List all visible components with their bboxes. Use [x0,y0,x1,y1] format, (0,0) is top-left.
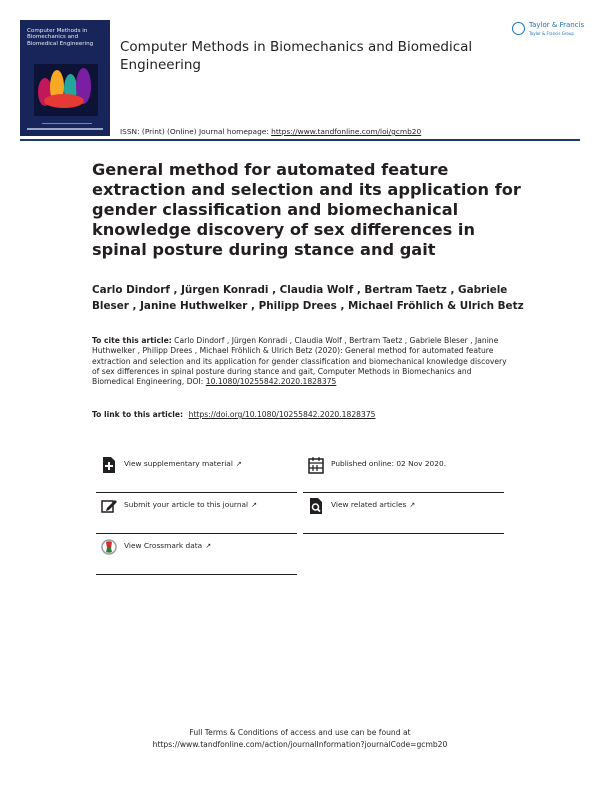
article-doi-url[interactable]: https://doi.org/10.1080/10255842.2020.1828375 [188,410,376,419]
document-plus-icon [101,456,117,474]
crossmark-icon [101,538,117,556]
submit-article-link[interactable] [96,493,297,534]
citation-label: To cite this article: [92,336,172,345]
submit-label: Submit your article to this journal [124,500,249,509]
pencil-edit-icon [101,497,117,515]
publisher-subname: Taylor & Francis Group [529,31,574,36]
header-divider [20,139,580,141]
published-online-label: Published online: 02 Nov 2020. [331,459,446,468]
issn-text: ISSN: (Print) (Online) Journal homepage: [120,127,272,136]
taylor-francis-logo[interactable] [512,20,587,42]
journal-homepage-link[interactable]: https://www.tandfonline.com/loi/gcmb20 [271,127,422,136]
citation-doi-link[interactable]: 10.1080/10255842.2020.1828375 [205,377,337,387]
footer [0,727,600,751]
crossmark-link[interactable] [96,534,297,575]
article-title: General method for automated feature extraction and selection and its application for gender classification and biomechanical knowledge discovery of sex differences in spinal posture during stance and gait [92,160,521,259]
supplementary-material-link[interactable] [96,452,297,493]
citation-block [92,336,510,387]
issn-line [120,127,421,136]
external-link-icon: ↗ [205,542,212,550]
link-label: To link to this article: [92,410,186,419]
footer-terms-url[interactable]: https://www.tandfonline.com/action/journalInformation?journalCode=gcmb20 [152,740,448,749]
publisher-logo-icon [512,22,525,35]
crossmark-label: View Crossmark data [124,541,203,550]
document-search-icon [308,497,324,515]
journal-cover [20,20,110,136]
citation-text: Carlo Dindorf , Jürgen Konradi , Claudia Wolf , Bertram Taetz , Gabriele Bleser , Janine Huthwelker , Philipp Drees , Michael Fröhlich & Ulrich Betz (2020): General method for automated feature extraction and selection and its application for gender classification and biomechanical knowledge discovery of sex differences in spinal posture during stance and gait, Computer Methods in Biomechanics and Biomedical Engineering, DOI: [92,336,507,387]
footer-terms-text: Full Terms & Conditions of access and use can be found at [189,728,411,737]
published-online-info [303,452,504,493]
author-list: Carlo Dindorf , Jürgen Konradi , Claudia Wolf , Bertram Taetz , Gabriele Bleser , Janine Huthwelker , Philipp Drees , Michael Fröhlich & Ulrich Betz [92,284,524,312]
external-link-icon: ↗ [251,501,257,509]
external-link-icon: ↗ [235,460,242,468]
journal-title: Computer Methods in Biomechanics and Biomedical Engineering [120,39,473,73]
related-articles-link[interactable] [303,493,504,534]
article-link-line [92,410,375,419]
calendar-icon [308,456,324,474]
supplementary-label: View supplementary material [124,459,233,468]
cover-journal-title: Computer Methods in Biomechanics and Biomedical Engineering [27,28,94,47]
cover-publisher-line [27,128,103,130]
publisher-name: Taylor & Francis [529,21,585,29]
related-label: View related articles [331,500,407,509]
cover-editor-line [42,123,92,124]
external-link-icon: ↗ [409,501,416,509]
cover-artwork [34,64,98,116]
